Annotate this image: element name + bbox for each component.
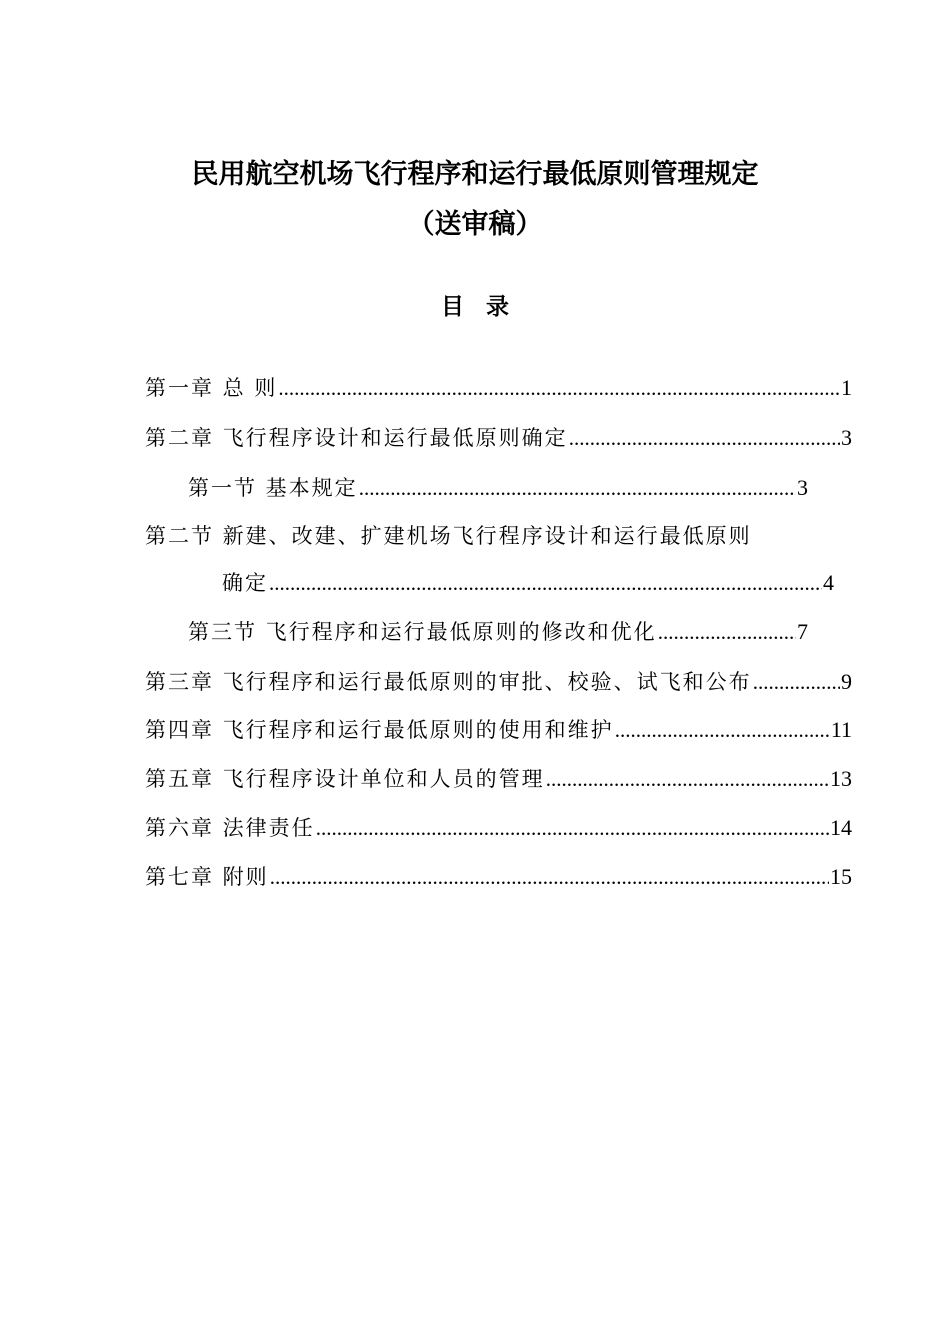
- toc-page-number: 15: [830, 864, 852, 889]
- toc-heading: 目录: [441, 294, 531, 320]
- toc-dot-leader: [270, 862, 829, 892]
- document-title: 民用航空机场飞行程序和运行最低原则管理规定: [191, 159, 759, 190]
- toc-entry-label: 第七章 附则: [145, 865, 269, 889]
- toc-entry[interactable]: [145, 667, 852, 697]
- toc-dot-leader: [269, 568, 822, 598]
- toc-entry-label: 第五章 飞行程序设计单位和人员的管理: [145, 767, 545, 791]
- toc-entry-label: 第三章 飞行程序和运行最低原则的审批、校验、试飞和公布: [145, 670, 752, 694]
- toc-page-number: 9: [841, 669, 852, 694]
- toc-page-number: 3: [841, 425, 852, 450]
- toc-entry-label: 确定: [222, 571, 268, 595]
- toc-entry[interactable]: [145, 813, 852, 843]
- toc-entry[interactable]: [145, 373, 852, 403]
- toc-entry-label: 第六章 法律责任: [145, 816, 315, 840]
- toc-page-number: 11: [830, 717, 852, 742]
- toc-entry[interactable]: [145, 715, 852, 745]
- toc-dot-leader: [359, 473, 796, 503]
- toc-entry-label: 第一章 总 则: [145, 376, 278, 400]
- toc-dot-leader: [658, 617, 796, 647]
- toc-entry-label: 第三节 飞行程序和运行最低原则的修改和优化: [188, 620, 657, 644]
- toc-dot-leader: [753, 667, 840, 697]
- toc-entry-label: 第四章 飞行程序和运行最低原则的使用和维护: [145, 718, 614, 742]
- toc-entry[interactable]: [188, 617, 808, 647]
- toc-dot-leader: [615, 715, 830, 745]
- toc-entry[interactable]: [145, 423, 852, 453]
- toc-entry-label: 第二章 飞行程序设计和运行最低原则确定: [145, 426, 568, 450]
- toc-entry[interactable]: [145, 764, 852, 794]
- toc-dot-leader: [546, 764, 829, 794]
- toc-page-number: 3: [797, 475, 808, 500]
- toc-dot-leader: [316, 813, 829, 843]
- toc-entry-label: 第一节 基本规定: [188, 476, 358, 500]
- document-subtitle: （送审稿）: [407, 209, 543, 240]
- toc-entry[interactable]: [188, 473, 808, 503]
- toc-dot-leader: [278, 373, 840, 403]
- toc-page-number: 13: [830, 766, 852, 791]
- toc-page-number: 1: [841, 375, 852, 400]
- toc-page-number: 4: [823, 570, 834, 595]
- toc-page-number: 7: [797, 619, 808, 644]
- toc-dot-leader: [569, 423, 840, 453]
- toc-entry-label-line1[interactable]: 第二节 新建、改建、扩建机场飞行程序设计和运行最低原则: [145, 524, 752, 548]
- toc-entry[interactable]: [145, 862, 852, 892]
- toc-entry[interactable]: [222, 568, 834, 598]
- toc-page-number: 14: [830, 815, 852, 840]
